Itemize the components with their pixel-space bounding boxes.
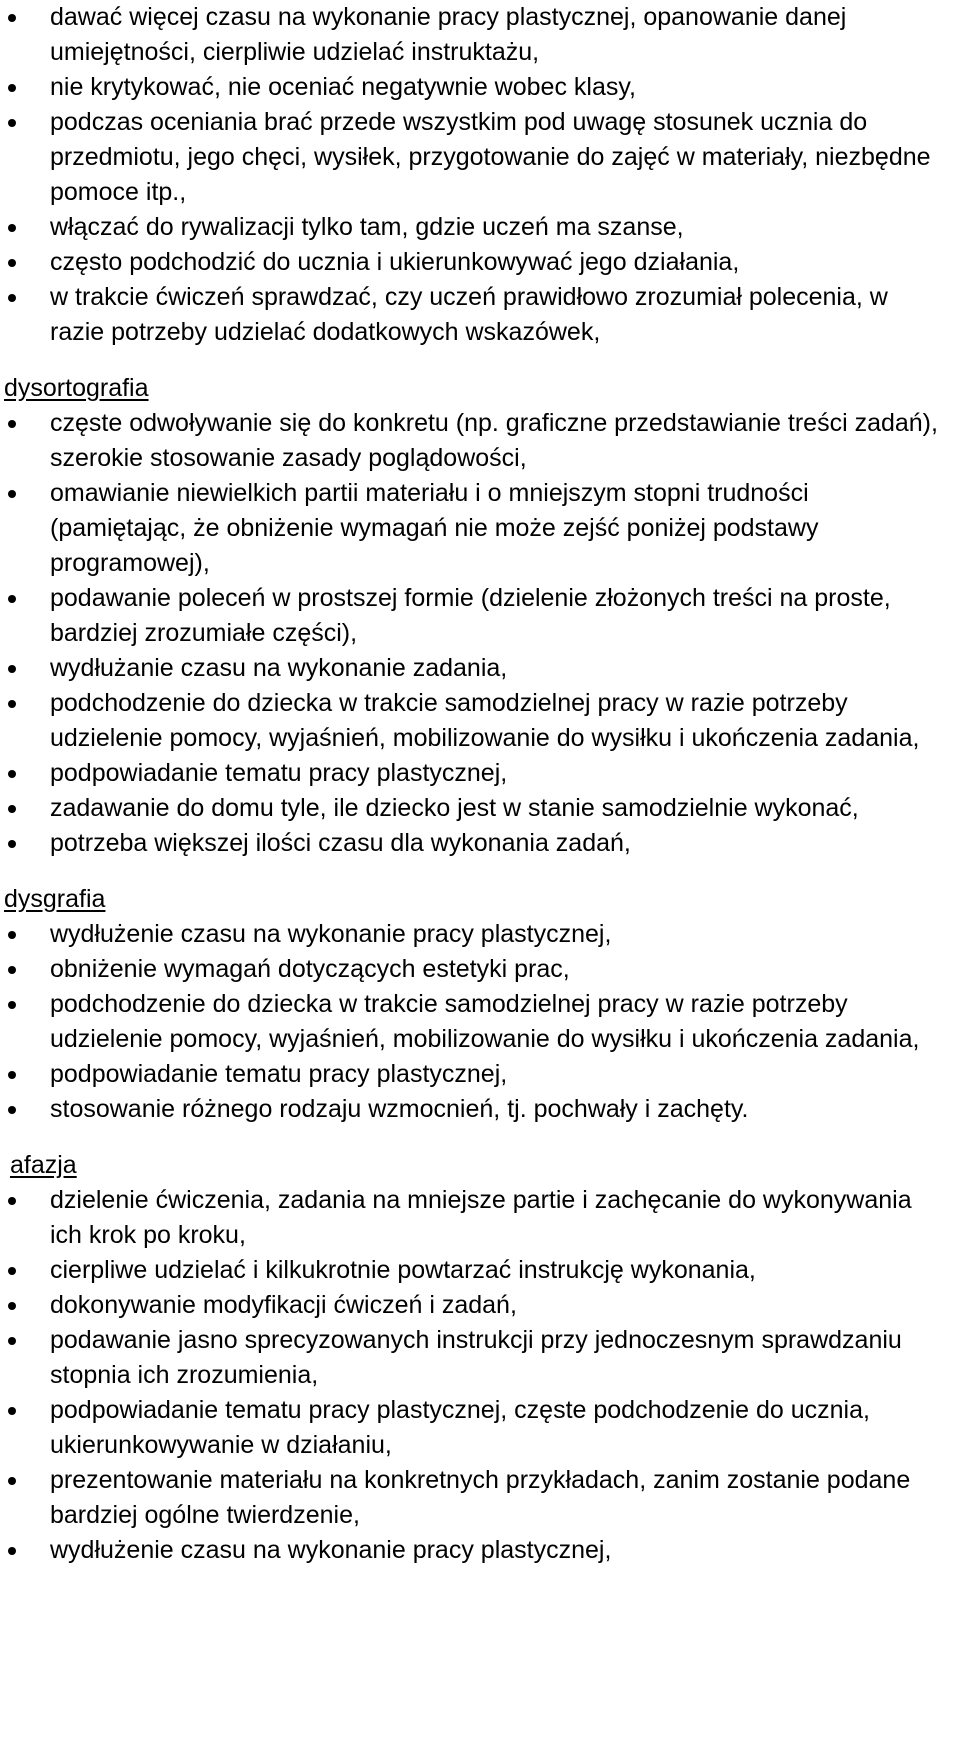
bullet-icon xyxy=(8,595,16,603)
list-item-text: nie krytykować, nie oceniać negatywnie wobec klasy, xyxy=(50,73,636,101)
list-item xyxy=(4,1253,944,1288)
section-heading: dysortografia xyxy=(4,374,149,402)
list-item-text: prezentowanie materiału na konkretnych przykładach, zanim zostanie podane bardziej ogólne twierdzenie, xyxy=(50,1466,911,1529)
list-item xyxy=(4,1323,944,1393)
section-heading: dysgrafia xyxy=(4,885,106,913)
list-item xyxy=(4,1463,944,1533)
list-item-text: częste odwoływanie się do konkretu (np. graficzne przedstawianie treści zadań), szerokie stosowanie zasady poglądowości, xyxy=(50,409,938,472)
list-item xyxy=(4,476,944,581)
list-item xyxy=(4,952,944,987)
bullet-icon xyxy=(8,259,16,267)
list-item-text: obniżenie wymagań dotyczących estetyki prac, xyxy=(50,955,570,983)
bullet-icon xyxy=(8,931,16,939)
list-item-text: dokonywanie modyfikacji ćwiczeń i zadań, xyxy=(50,1291,517,1319)
list-item xyxy=(4,1533,944,1568)
section-dysortografia xyxy=(4,371,944,861)
bullet-icon xyxy=(8,770,16,778)
list-item xyxy=(4,210,944,245)
list-item xyxy=(4,917,944,952)
list-item xyxy=(4,756,944,791)
bullet-list-dysortografia xyxy=(4,406,944,861)
bullet-icon xyxy=(8,1267,16,1275)
list-item-text: omawianie niewielkich partii materiału i o mniejszym stopni trudności (pamiętając, że obniżenie wymagań nie może zejść poniżej podstawy programowej), xyxy=(50,479,819,577)
bullet-icon xyxy=(8,224,16,232)
list-item xyxy=(4,1393,944,1463)
bullet-icon xyxy=(8,1001,16,1009)
list-item-text: wydłużenie czasu na wykonanie pracy plastycznej, xyxy=(50,920,612,948)
list-item-text: podchodzenie do dziecka w trakcie samodzielnej pracy w razie potrzeby udzielenie pomocy, wyjaśnień, mobilizowanie do wysiłku i ukończenia zadania, xyxy=(50,990,920,1053)
bullet-list-afazja xyxy=(4,1183,944,1568)
list-item xyxy=(4,280,944,350)
list-item xyxy=(4,686,944,756)
list-item-text: podpowiadanie tematu pracy plastycznej, xyxy=(50,1060,508,1088)
bullet-icon xyxy=(8,700,16,708)
list-item xyxy=(4,245,944,280)
bullet-icon xyxy=(8,1547,16,1555)
bullet-icon xyxy=(8,14,16,22)
bullet-icon xyxy=(8,840,16,848)
bullet-list-top xyxy=(4,0,944,350)
list-item-text: podawanie poleceń w prostszej formie (dzielenie złożonych treści na proste, bardziej zrozumiałe części), xyxy=(50,584,891,647)
bullet-icon xyxy=(8,805,16,813)
list-item-text: często podchodzić do ucznia i ukierunkowywać jego działania, xyxy=(50,248,740,276)
bullet-icon xyxy=(8,1337,16,1345)
list-item-text: podpowiadanie tematu pracy plastycznej, xyxy=(50,759,508,787)
list-item-text: stosowanie różnego rodzaju wzmocnień, tj. pochwały i zachęty. xyxy=(50,1095,749,1123)
section-dysgrafia xyxy=(4,882,944,1127)
list-item-text: podczas oceniania brać przede wszystkim pod uwagę stosunek ucznia do przedmiotu, jego chęci, wysiłek, przygotowanie do zajęć w materiały, niezbędne pomoce itp., xyxy=(50,108,931,206)
section-afazja xyxy=(4,1148,944,1568)
list-item xyxy=(4,1288,944,1323)
list-item xyxy=(4,0,944,70)
bullet-icon xyxy=(8,1197,16,1205)
bullet-icon xyxy=(8,294,16,302)
list-item-text: podchodzenie do dziecka w trakcie samodzielnej pracy w razie potrzeby udzielenie pomocy, wyjaśnień, mobilizowanie do wysiłku i ukończenia zadania, xyxy=(50,689,920,752)
bullet-icon xyxy=(8,966,16,974)
list-item-text: wydłużanie czasu na wykonanie zadania, xyxy=(50,654,508,682)
bullet-icon xyxy=(8,1407,16,1415)
list-item xyxy=(4,1183,944,1253)
list-item-text: podawanie jasno sprecyzowanych instrukcji przy jednoczesnym sprawdzaniu stopnia ich zrozumienia, xyxy=(50,1326,902,1389)
bullet-icon xyxy=(8,84,16,92)
list-item-text: cierpliwe udzielać i kilkukrotnie powtarzać instrukcję wykonania, xyxy=(50,1256,756,1284)
list-item xyxy=(4,406,944,476)
list-item xyxy=(4,826,944,861)
list-item xyxy=(4,1092,944,1127)
section-heading: afazja xyxy=(10,1151,77,1179)
list-item-text: zadawanie do domu tyle, ile dziecko jest w stanie samodzielnie wykonać, xyxy=(50,794,859,822)
bullet-icon xyxy=(8,119,16,127)
list-item xyxy=(4,70,944,105)
bullet-icon xyxy=(8,420,16,428)
bullet-icon xyxy=(8,665,16,673)
list-item xyxy=(4,791,944,826)
list-item xyxy=(4,987,944,1057)
bullet-icon xyxy=(8,1477,16,1485)
list-item-text: dzielenie ćwiczenia, zadania na mniejsze partie i zachęcanie do wykonywania ich krok po kroku, xyxy=(50,1186,912,1249)
section-top xyxy=(4,0,944,350)
list-item-text: podpowiadanie tematu pracy plastycznej, częste podchodzenie do ucznia, ukierunkowywanie w działaniu, xyxy=(50,1396,870,1459)
bullet-icon xyxy=(8,1302,16,1310)
list-item-text: potrzeba większej ilości czasu dla wykonania zadań, xyxy=(50,829,631,857)
list-item xyxy=(4,581,944,651)
list-item xyxy=(4,1057,944,1092)
list-item-text: włączać do rywalizacji tylko tam, gdzie uczeń ma szanse, xyxy=(50,213,684,241)
list-item-text: w trakcie ćwiczeń sprawdzać, czy uczeń prawidłowo zrozumiał polecenia, w razie potrzeby udzielać dodatkowych wskazówek, xyxy=(50,283,888,346)
bullet-icon xyxy=(8,1106,16,1114)
list-item xyxy=(4,651,944,686)
list-item-text: wydłużenie czasu na wykonanie pracy plastycznej, xyxy=(50,1536,612,1564)
bullet-list-dysgrafia xyxy=(4,917,944,1127)
bullet-icon xyxy=(8,1071,16,1079)
list-item-text: dawać więcej czasu na wykonanie pracy plastycznej, opanowanie danej umiejętności, cierpliwie udzielać instruktażu, xyxy=(50,3,847,66)
list-item xyxy=(4,105,944,210)
bullet-icon xyxy=(8,490,16,498)
